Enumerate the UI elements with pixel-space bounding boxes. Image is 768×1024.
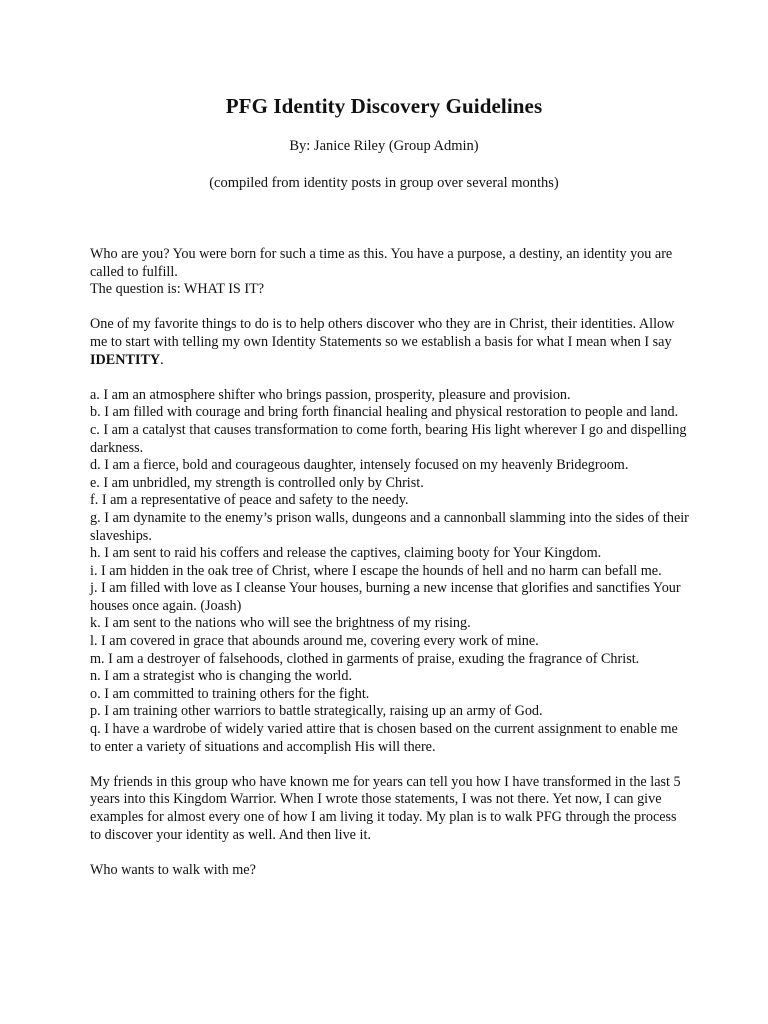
compiled-note: (compiled from identity posts in group over several months)	[209, 175, 559, 191]
identity-statement-n: n. I am a strategist who is changing the world.	[90, 668, 353, 685]
closing-question: Who wants to walk with me?	[90, 861, 256, 878]
identity-statement-j: j. I am filled with love as I cleanse Your houses, burning a new incense that glorifies and sanctifies Your houses once again. (Joash)	[90, 580, 681, 614]
identity-statement-h: h. I am sent to raid his coffers and release the captives, claiming booty for Your Kingdom.	[90, 545, 602, 562]
identity-statement-o: o. I am committed to training others for the fight.	[90, 685, 370, 702]
favorite-paragraph	[90, 316, 690, 369]
identity-statement-f: f. I am a representative of peace and safety to the needy.	[90, 492, 409, 509]
identity-statement-e: e. I am unbridled, my strength is controlled only by Christ.	[90, 474, 424, 491]
identity-statement-m: m. I am a destroyer of falsehoods, clothed in garments of praise, exuding the fragrance of Christ.	[90, 650, 640, 667]
identity-statement-d: d. I am a fierce, bold and courageous daughter, intensely focused on my heavenly Bridegroom.	[90, 457, 629, 474]
identity-statement-k: k. I am sent to the nations who will see the brightness of my rising.	[90, 615, 471, 632]
identity-emphasis: IDENTITY	[90, 351, 161, 368]
identity-statement-b: b. I am filled with courage and bring forth financial healing and physical restoration to people and land.	[90, 404, 679, 421]
identity-statement-i: i. I am hidden in the oak tree of Christ, where I escape the hounds of hell and no harm can befall me.	[90, 562, 662, 579]
intro-paragraph: Who are you? You were born for such a time as this. You have a purpose, a destiny, an identity you are called to fulfill.	[90, 246, 673, 280]
author-byline: By: Janice Riley (Group Admin)	[289, 138, 479, 154]
document-title: PFG Identity Discovery Guidelines	[225, 94, 543, 118]
paragraph-gap	[90, 299, 690, 317]
document-body	[90, 246, 690, 879]
paragraph-gap	[90, 756, 690, 774]
identity-statement-a: a. I am an atmosphere shifter who brings passion, prosperity, pleasure and provision.	[90, 386, 571, 403]
favorite-period: .	[160, 351, 164, 368]
identity-statements-list	[90, 387, 690, 756]
identity-statement-p: p. I am training other warriors to battle strategically, raising up an army of God.	[90, 703, 543, 720]
favorite-text: One of my favorite things to do is to help others discover who they are in Christ, their identities. Allow me to start with telling my own Identity Statements so we establish a basis for what I mean when I say	[90, 316, 675, 350]
identity-statement-q: q. I have a wardrobe of widely varied attire that is chosen based on the current assignment to enable me to enter a variety of situations and accomplish His will there.	[90, 721, 678, 755]
identity-statement-c: c. I am a catalyst that causes transformation to come forth, bearing His light wherever I go and dispelling darkness.	[90, 421, 687, 456]
identity-statement-l: l. I am covered in grace that abounds around me, covering every work of mine.	[90, 633, 539, 650]
intro-question: The question is: WHAT IS IT?	[90, 281, 265, 298]
paragraph-gap	[90, 844, 690, 862]
paragraph-gap	[90, 369, 690, 387]
closing-paragraph: My friends in this group who have known me for years can tell you how I have transformed in the last 5 years into this Kingdom Warrior. When I wrote those statements, I was not there. Yet now, I can give examples for almost every one of how I am living it today. My plan is to walk PFG through the process to discover your identity as well. And then live it.	[90, 773, 681, 843]
identity-statement-g: g. I am dynamite to the enemy’s prison walls, dungeons and a cannonball slamming into the sides of their slaveships.	[90, 509, 689, 544]
